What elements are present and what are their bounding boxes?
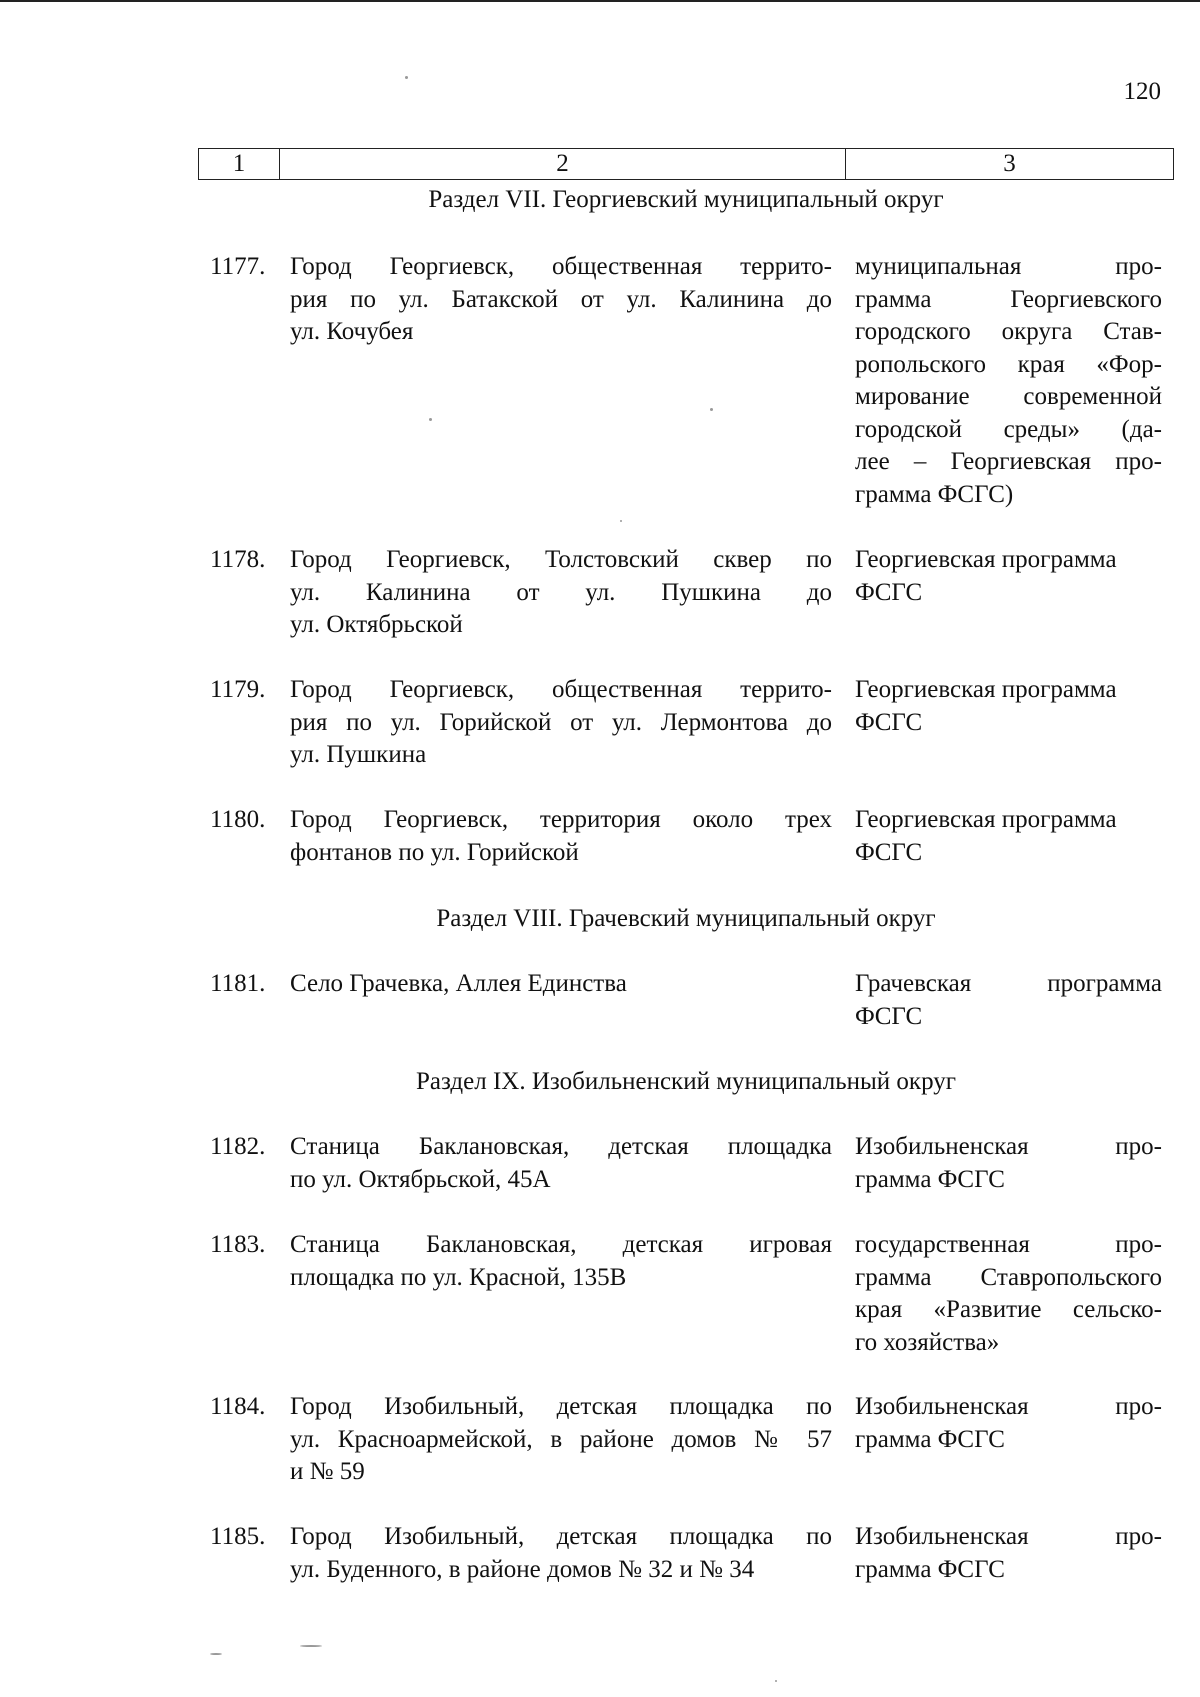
program-line: городской среды» (да-	[855, 415, 1162, 443]
program-line: мирование современной	[855, 383, 1162, 410]
location-line: Город Георгиевск, общественная террито-	[290, 676, 832, 703]
entry-program	[855, 968, 1162, 1033]
entry-program	[855, 1131, 1162, 1196]
entry-program	[855, 1521, 1162, 1586]
entry-number: 1183.	[210, 1231, 266, 1258]
program-line: муниципальная про-	[855, 253, 1162, 280]
entry-number: 1185.	[210, 1523, 266, 1550]
entry-location	[290, 1229, 832, 1294]
scan-speck	[300, 1645, 322, 1647]
location-line: ул. Октябрьской	[290, 611, 463, 638]
scan-speck	[405, 76, 408, 79]
location-line: ул. Калинина от ул. Пушкина до	[290, 578, 832, 606]
page-number: 120	[1123, 78, 1161, 105]
location-line: рия по ул. Батакской от ул. Калинина до	[290, 285, 832, 313]
location-line: Город Изобильный, детская площадка по	[290, 1523, 832, 1550]
program-line: лее – Георгиевская про-	[855, 448, 1162, 475]
scan-speck	[210, 1653, 222, 1655]
program-line: ФСГС	[855, 708, 923, 736]
program-line: грамма ФСГС	[855, 1555, 1005, 1583]
column-header-table	[198, 148, 1174, 180]
program-line: грамма Георгиевского	[855, 285, 1162, 313]
program-line: ФСГС	[855, 838, 923, 866]
entry-number: 1177.	[210, 253, 266, 280]
location-line: Станица Баклановская, детская игровая	[290, 1231, 832, 1258]
entry-program	[855, 544, 1162, 609]
entry-number: 1181.	[210, 970, 266, 997]
program-line: ропольского края «Фор-	[855, 350, 1162, 378]
program-line: го хозяйства»	[855, 1328, 1000, 1356]
program-line: Изобильненская про-	[855, 1133, 1162, 1160]
program-line: Георгиевская программа	[855, 546, 1117, 573]
program-line: городского округа Став-	[855, 318, 1162, 345]
section-title: Раздел VII. Георгиевский муниципальный округ	[428, 186, 944, 213]
entry-program	[855, 1391, 1162, 1456]
entry-program	[855, 1229, 1162, 1359]
location-line: Станица Баклановская, детская площадка	[290, 1133, 832, 1160]
entry-number: 1184.	[210, 1393, 266, 1420]
location-line: Город Георгиевск, территория около трех	[290, 806, 832, 833]
scan-speck	[620, 520, 622, 522]
entry-number: 1180.	[210, 806, 266, 833]
location-line: Город Георгиевск, Толстовский сквер по	[290, 546, 832, 573]
entry-number: 1182.	[210, 1133, 266, 1160]
column-header-1: 1	[199, 149, 280, 180]
entry-location	[290, 1391, 832, 1489]
program-line: грамма ФСГС)	[855, 480, 1014, 508]
program-line: грамма Ставропольского	[855, 1263, 1162, 1291]
entry-location	[290, 804, 832, 869]
location-line: по ул. Октябрьской, 45А	[290, 1165, 551, 1193]
section-title: Раздел VIII. Грачевский муниципальный округ	[436, 905, 936, 932]
location-line: ул. Красноармейской, в районе домов № 57	[290, 1425, 832, 1453]
program-line: Изобильненская про-	[855, 1523, 1162, 1550]
location-line: Город Георгиевск, общественная террито-	[290, 253, 832, 280]
program-line: Георгиевская программа	[855, 806, 1117, 833]
location-line: Город Изобильный, детская площадка по	[290, 1393, 832, 1420]
entry-location	[290, 251, 832, 349]
program-line: грамма ФСГС	[855, 1425, 1005, 1453]
program-line: Изобильненская про-	[855, 1393, 1162, 1420]
location-line: ул. Пушкина	[290, 741, 427, 768]
program-line: грамма ФСГС	[855, 1165, 1005, 1193]
scan-speck	[775, 1680, 777, 1682]
location-line: ул. Кочубея	[290, 318, 414, 345]
location-line: фонтанов по ул. Горийской	[290, 838, 579, 866]
location-line: рия по ул. Горийской от ул. Лермонтова до	[290, 708, 832, 736]
entry-number: 1179.	[210, 676, 266, 703]
entry-location	[290, 968, 832, 1001]
entry-location	[290, 1521, 832, 1586]
location-line: Село Грачевка, Аллея Единства	[290, 970, 627, 997]
location-line: площадка по ул. Красной, 135В	[290, 1263, 627, 1291]
entry-program	[855, 674, 1162, 739]
program-line: Грачевская программа	[855, 970, 1162, 997]
location-line: и № 59	[290, 1458, 365, 1485]
program-line: государственная про-	[855, 1231, 1162, 1258]
entry-location	[290, 1131, 832, 1196]
program-line: Георгиевская программа	[855, 676, 1117, 703]
scan-speck	[429, 418, 432, 421]
top-border-line	[0, 0, 1200, 2]
section-title: Раздел IX. Изобильненский муниципальный округ	[416, 1068, 956, 1095]
entry-program	[855, 251, 1162, 511]
program-line: края «Развитие сельско-	[855, 1296, 1162, 1323]
column-header-2: 2	[280, 149, 846, 180]
entry-program	[855, 804, 1162, 869]
program-line: ФСГС	[855, 578, 923, 606]
column-header-3: 3	[846, 149, 1174, 180]
program-line: ФСГС	[855, 1002, 923, 1030]
location-line: ул. Буденного, в районе домов № 32 и № 34	[290, 1555, 755, 1583]
entry-location	[290, 674, 832, 772]
entry-location	[290, 544, 832, 642]
entry-number: 1178.	[210, 546, 266, 573]
scan-speck	[710, 408, 713, 411]
